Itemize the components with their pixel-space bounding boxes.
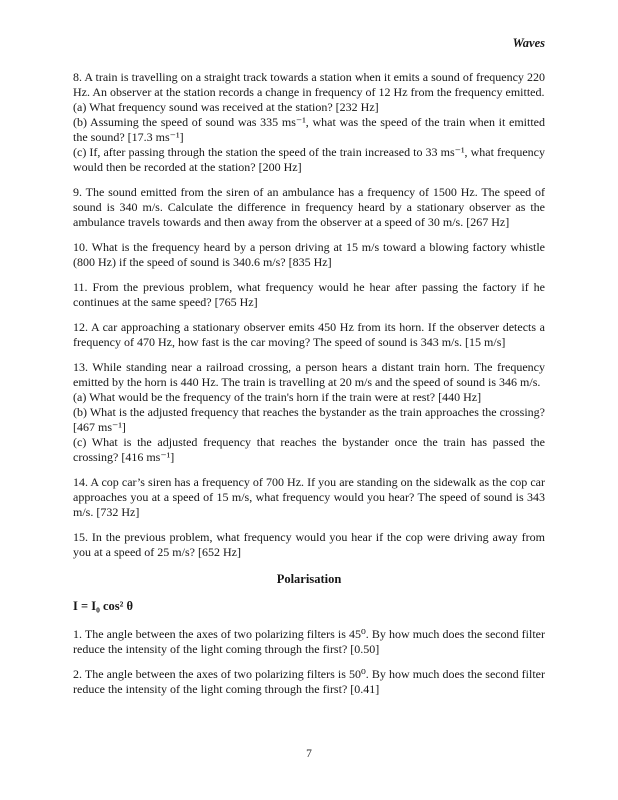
polarisation-section-heading: Polarisation xyxy=(276,572,342,586)
question-block-15 xyxy=(73,530,545,560)
question-12-text: 12. A car approaching a stationary observer emits 450 Hz from its horn. If the observer detects a frequency of 470 Hz, how fast is the car moving? The speed of sound is 343 m/s. [15 m/s] xyxy=(73,320,545,349)
page-number: 7 xyxy=(306,748,312,760)
question-block-12 xyxy=(73,320,545,350)
question-block-9 xyxy=(73,185,545,230)
question-8-part-b: (b) Assuming the speed of sound was 335 ms⁻¹, what was the speed of the train when it emitted the sound? [17.3 ms⁻¹] xyxy=(73,115,545,144)
question-13-part-b: (b) What is the adjusted frequency that reaches the bystander as the train approaches the crossing? [467 ms⁻¹] xyxy=(73,405,545,434)
question-9-text: 9. The sound emitted from the siren of an ambulance has a frequency of 1500 Hz. The speed of sound is 340 m/s. Calculate the difference in frequency heard by a stationary observer as the ambulance travels towards and then away from the observer at a speed of 30 m/s. [267 Hz] xyxy=(73,185,545,229)
question-13-part-c: (c) What is the adjusted frequency that reaches the bystander once the train has passed the crossing? [416 ms⁻¹] xyxy=(73,435,545,464)
question-11-text: 11. From the previous problem, what frequency would he hear after passing the factory if he continues at the same speed? [765 Hz] xyxy=(73,280,545,309)
question-14-text: 14. A cop car’s siren has a frequency of 700 Hz. If you are standing on the sidewalk as the cop car approaches you at a speed of 15 m/s, what frequency would you hear? The speed of sound is 343 m/s. [732 Hz] xyxy=(73,475,545,519)
polarisation-question-2: 2. The angle between the axes of two polarizing filters is 50⁰. By how much does the second filter reduce the intensity of the light coming through the first? [0.41] xyxy=(73,667,545,696)
polarisation-formula: I = I₀ cos² θ xyxy=(73,599,134,613)
question-13-text: 13. While standing near a railroad crossing, a person hears a distant train horn. The frequency emitted by the horn is 440 Hz. The train is travelling at 20 m/s and the speed of sound is 346 m/s. xyxy=(73,360,545,389)
question-8-part-c: (c) If, after passing through the station the speed of the train increased to 33 ms⁻¹, what frequency would then be recorded at the station? [200 Hz] xyxy=(73,145,545,174)
page-content xyxy=(73,36,545,707)
question-13-part-a: (a) What would be the frequency of the train's horn if the train were at rest? [440 Hz] xyxy=(73,390,482,404)
question-block-14 xyxy=(73,475,545,520)
question-block-13 xyxy=(73,360,545,465)
polarisation-question-1: 1. The angle between the axes of two polarizing filters is 45⁰. By how much does the second filter reduce the intensity of the light coming through the first? [0.50] xyxy=(73,627,545,656)
question-block-8 xyxy=(73,70,545,175)
running-header-title: Waves xyxy=(512,36,545,50)
question-15-text: 15. In the previous problem, what frequency would you hear if the cop were driving away from you at a speed of 25 m/s? [652 Hz] xyxy=(73,530,545,559)
question-block-11 xyxy=(73,280,545,310)
question-8-text: 8. A train is travelling on a straight track towards a station when it emits a sound of frequency 220 Hz. An observer at the station records a change in frequency of 12 Hz from the frequency emitted. xyxy=(73,70,545,99)
question-8-part-a: (a) What frequency sound was received at the station? [232 Hz] xyxy=(73,100,379,114)
question-block-10 xyxy=(73,240,545,270)
question-10-text: 10. What is the frequency heard by a person driving at 15 m/s toward a blowing factory whistle (800 Hz) if the speed of sound is 340.6 m/s? [835 Hz] xyxy=(73,240,545,269)
